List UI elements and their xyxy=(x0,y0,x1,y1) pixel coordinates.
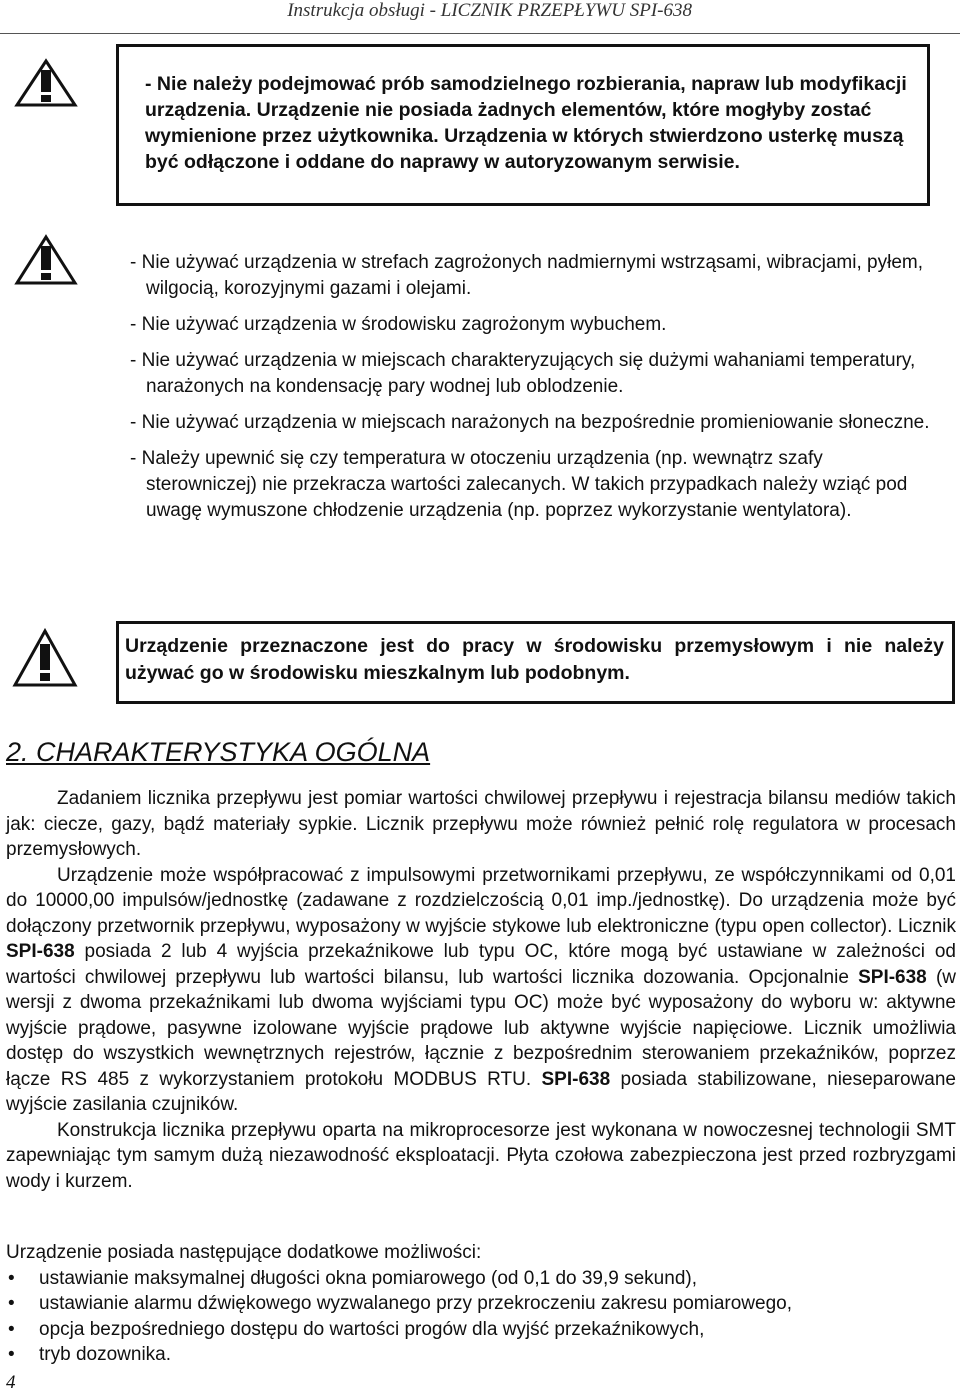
list-item: • ustawianie alarmu dźwiękowego wyzwalanego przy przekroczeniu zakresu pomiarowego, xyxy=(6,1291,956,1317)
page-number: 4 xyxy=(6,1372,16,1393)
list-item: - Nie używać urządzenia w miejscach narażonych na bezpośrednie promieniowanie słoneczne. xyxy=(130,412,930,433)
warning-box-repair: - Nie należy podejmować prób samodzielnego rozbierania, napraw lub modyfikacji urządzenia. Urządzenie nie posiada żadnych elementów, które mogłyby zostać wymienione przez użytkownika. Urządzenia w których stwierdzono usterkę muszą być odłączone i oddane do naprawy w autoryzowanym serwisie. xyxy=(116,44,930,206)
warning-triangle-icon xyxy=(12,628,78,688)
model-name: SPI-638 xyxy=(858,966,927,988)
bullet-icon: • xyxy=(8,1318,15,1340)
model-name: SPI-638 xyxy=(541,1068,611,1090)
general-characteristics-text xyxy=(6,786,956,1194)
warning-triangle-icon xyxy=(14,58,78,108)
bullet-icon: • xyxy=(8,1267,15,1289)
document-header: Instrukcja obsługi - LICZNIK PRZEPŁYWU SPI-638 xyxy=(287,0,692,21)
list-item: • ustawianie maksymalnej długości okna pomiarowego (od 0,1 do 39,9 sekund), xyxy=(6,1266,956,1292)
section-title: 2. CHARAKTERYSTYKA OGÓLNA xyxy=(6,737,431,767)
list-item: - Nie używać urządzenia w środowisku zagrożonym wybuchem. xyxy=(130,314,667,335)
paragraph: Konstrukcja licznika przepływu oparta na mikroprocesorze jest wykonana w nowoczesnej technologii SMT zapewniając tym samym dużą niezawodność eksploatacji. Płyta czołowa zabezpieczona jest przed rozbryzgami wody i kurzem. xyxy=(6,1119,956,1192)
features-section xyxy=(6,1240,956,1368)
features-intro: Urządzenie posiada następujące dodatkowe możliwości: xyxy=(6,1242,482,1263)
model-name: SPI-638 xyxy=(6,941,75,962)
environment-warnings-list xyxy=(130,250,930,534)
warning-triangle-icon xyxy=(14,234,78,286)
list-item: - Należy upewnić się czy temperatura w otoczeniu urządzenia (np. wewnątrz szafy sterowniczej) nie przekracza wartości zalecanych. W takich przypadkach należy wziąć pod uwagę wymuszone chłodzenie urządzenia (np. poprzez wykorzystanie wentylatora). xyxy=(130,448,908,521)
list-item: • opcja bezpośredniego dostępu do wartości progów dla wyjść przekaźnikowych, xyxy=(6,1317,956,1343)
list-item: • tryb dozownika. xyxy=(6,1342,956,1368)
bullet-icon: • xyxy=(8,1344,15,1365)
bullet-icon: • xyxy=(8,1293,15,1314)
list-item: - Nie używać urządzenia w strefach zagrożonych nadmiernymi wstrząsami, wibracjami, pyłem, wilgocią, korozyjnymi gazami i olejami. xyxy=(130,252,923,299)
list-item: - Nie używać urządzenia w miejscach charakteryzujących się dużymi wahaniami temperatury, narażonych na kondensację pary wodnej lub oblodzenie. xyxy=(130,350,916,397)
paragraph: Urządzenie może współpracować z impulsowymi przetwornikami przepływu, ze współczynnikami od 0,01 do 10000,00 impulsów/jednostkę (zadawane z rozdzielczością 0,01 imp./jednostkę). Do urządzenia może być dołączony przetwornik przepływu, wyposażony w wyjście stykowe lub elektroniczne (typu open collector). Licznik SPI-638 posiada 2 lub 4 wyjścia przekaźnikowe lub typu OC, które mogą być ustawiane w zależności od wartości chwilowej przepływu lub wartości bilansu, lub wartości licznika dozowania. Opcjonalnie SPI-638 (w wersji z dwoma przekaźnikami lub dwoma wyjściami typu OC) może być wyposażony do wyboru w: aktywne wyjście prądowe, pasywne izolowane wyjście prądowe lub aktywne wyjście napięciowe. Licznik umożliwia dostęp do wszystkich wewnętrznych rejestrów, łącznie z bezpośrednim sterowaniem przekaźników, poprzez łącze RS 485 z wykorzystaniem protokołu MODBUS RTU. SPI-638 posiada stabilizowane, nieseparowane wyjście zasilania czujników. xyxy=(6,864,957,1115)
header-divider xyxy=(0,33,960,34)
features-list xyxy=(6,1266,956,1368)
warning-box-industrial-use: Urządzenie przeznaczone jest do pracy w środowisku przemysłowym i nie należy używać go w środowisku mieszkalnym lub podobnym. xyxy=(116,621,955,704)
paragraph: Zadaniem licznika przepływu jest pomiar wartości chwilowej przepływu i rejestracja bilansu mediów takich jak: ciecze, gazy, bądź materiały sypkie. Licznik przepływu może również pełnić rolę regulatora w procesach przemysłowych. xyxy=(6,788,956,860)
